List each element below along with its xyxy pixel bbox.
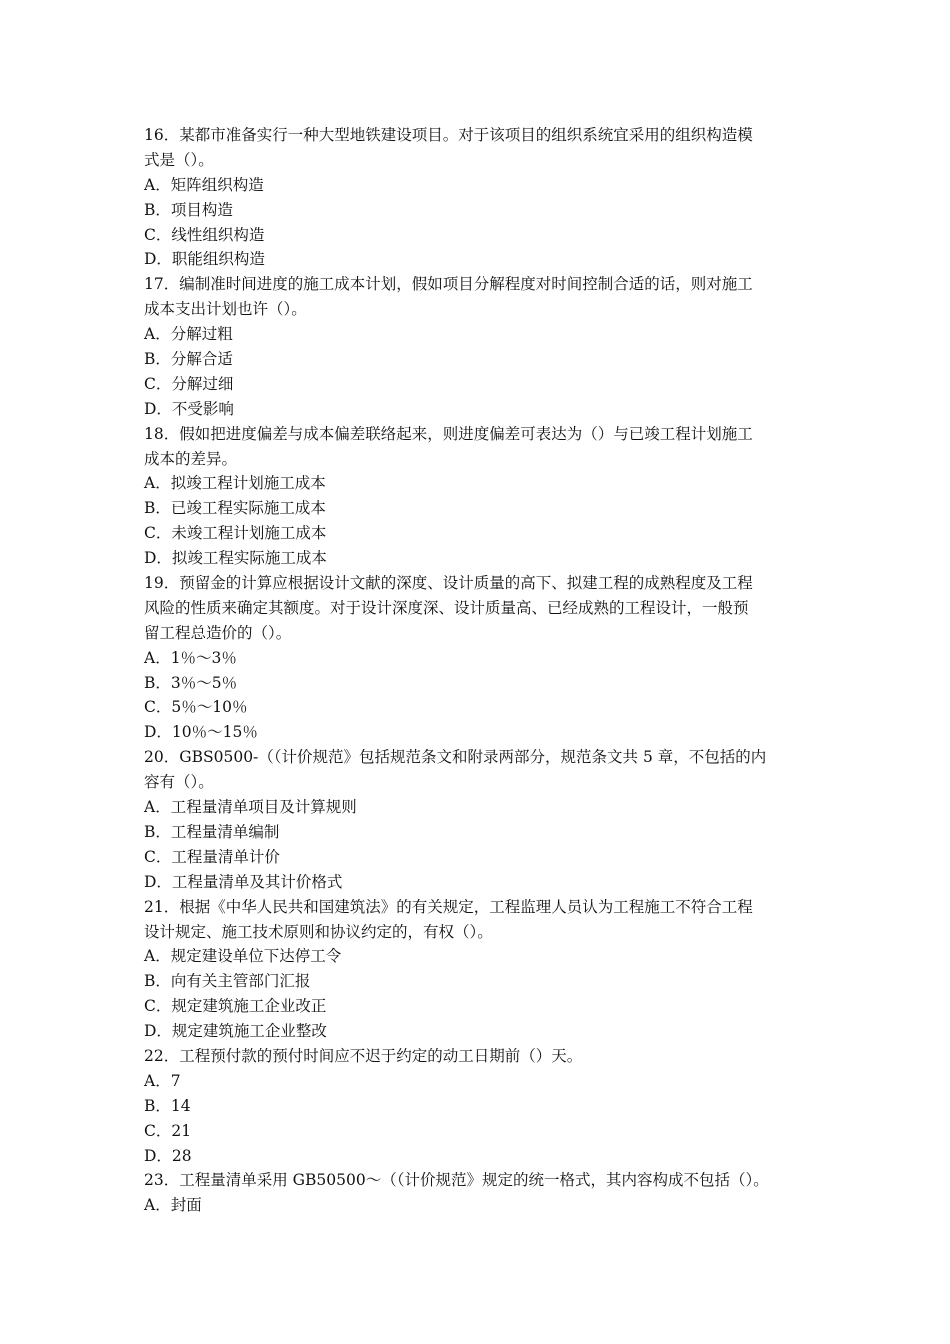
option-c: C．分解过细 [144, 374, 234, 393]
option-a: A．1％～3％ [144, 648, 237, 667]
question-stem: 19．预留金的计算应根据设计文献的深度、设计质量的高下、拟建工程的成熟程度及工程 [144, 574, 753, 593]
option-d: D．不受影响 [144, 399, 234, 418]
option-d: D．工程量清单及其计价格式 [144, 872, 343, 891]
option-list [144, 1069, 808, 1169]
question-23 [144, 1168, 808, 1218]
question-stem: 20．GBS0500-（（计价规范》包括规范条文和附录两部分，规范条文共 5 章，不包括的内 [144, 748, 767, 767]
option-c: C．线性组织构造 [144, 225, 265, 244]
option-b: B．工程量清单编制 [144, 822, 280, 841]
question-stem: 23．工程量清单采用 GB50500～（（计价规范》规定的统一格式，其内容构成不包括（）。 [144, 1171, 769, 1190]
question-18 [144, 422, 808, 571]
question-22 [144, 1044, 808, 1168]
option-c: C．规定建筑施工企业改正 [144, 997, 327, 1016]
option-d: D．职能组织构造 [144, 250, 265, 269]
question-16 [144, 123, 808, 272]
option-b: B．项目构造 [144, 200, 233, 219]
option-list [144, 795, 808, 895]
question-stem: 容有（）。 [144, 773, 214, 792]
option-b: B．14 [144, 1096, 191, 1115]
option-d: D．10％～15％ [144, 723, 258, 742]
question-stem: 设计规定、施工技术原则和协议约定的，有权（）。 [144, 922, 493, 941]
question-20 [144, 745, 808, 894]
option-a: A．规定建设单位下达停工令 [144, 947, 342, 966]
option-list [144, 646, 808, 746]
document-page [144, 123, 808, 1218]
option-d: D．规定建筑施工企业整改 [144, 1022, 327, 1041]
question-17 [144, 272, 808, 421]
option-a: A．封面 [144, 1196, 202, 1215]
option-b: B．3％～5％ [144, 673, 238, 692]
option-b: B．向有关主管部门汇报 [144, 972, 311, 991]
option-a: A．7 [144, 1071, 181, 1090]
option-list [144, 322, 808, 422]
question-stem: 18．假如把进度偏差与成本偏差联络起来，则进度偏差可表达为（）与已竣工程计划施工 [144, 424, 753, 443]
question-stem: 16．某都市准备实行一种大型地铁建设项目。对于该项目的组织系统宜采用的组织构造模 [144, 126, 753, 144]
question-21 [144, 895, 808, 1044]
option-d: D．拟竣工程实际施工成本 [144, 549, 327, 568]
option-c: C．5％～10％ [144, 698, 248, 717]
option-list [144, 944, 808, 1044]
option-a: A．工程量清单项目及计算规则 [144, 798, 357, 817]
option-c: C．21 [144, 1121, 192, 1140]
option-list [144, 1193, 808, 1218]
question-stem: 21．根据《中华人民共和国建筑法》的有关规定，工程监理人员认为工程施工不符合工程 [144, 897, 753, 916]
option-b: B．已竣工程实际施工成本 [144, 499, 326, 518]
option-c: C．未竣工程计划施工成本 [144, 524, 327, 543]
question-stem: 17．编制准时间进度的施工成本计划，假如项目分解程度对时间控制合适的话，则对施工 [144, 275, 753, 294]
option-b: B．分解合适 [144, 350, 233, 369]
question-stem: 成本支出计划也许（）。 [144, 300, 307, 319]
option-a: A．分解过粗 [144, 325, 233, 344]
option-c: C．工程量清单计价 [144, 847, 280, 866]
option-a: A．矩阵组织构造 [144, 175, 264, 194]
question-stem: 风险的性质来确定其额度。对于设计深度深、设计质量高、已经成熟的工程设计，一般预 [144, 598, 749, 617]
question-stem: 式是（）。 [144, 150, 214, 169]
question-stem: 22．工程预付款的预付时间应不迟于约定的动工日期前（）天。 [144, 1046, 583, 1065]
option-list [144, 173, 808, 273]
question-19 [144, 571, 808, 745]
question-stem: 留工程总造价的（）。 [144, 623, 292, 642]
option-list [144, 471, 808, 571]
question-stem: 成本的差异。 [144, 449, 238, 468]
option-d: D．28 [144, 1146, 192, 1165]
option-a: A．拟竣工程计划施工成本 [144, 474, 326, 493]
